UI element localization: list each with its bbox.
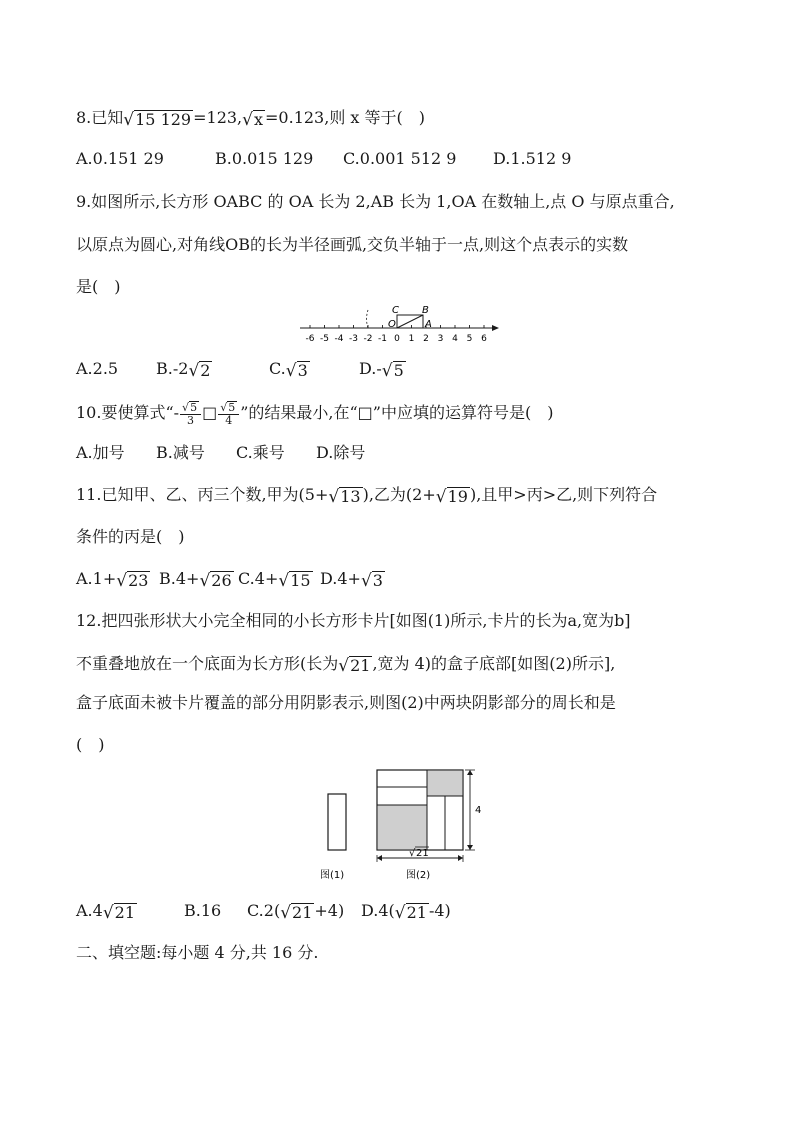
option-text: D.- <box>359 359 382 378</box>
option-text: C.2( <box>247 901 281 920</box>
q10-option-c[interactable]: C.乘号 <box>236 443 285 462</box>
radicand: 23 <box>128 571 149 590</box>
q10-prefix: 10.要使算式“- <box>76 403 180 422</box>
radicand: 15 129 <box>135 110 192 129</box>
option-text: B.-2 <box>156 359 189 378</box>
q9-stem-line2: 以原点为圆心,对角线OB的长为半径画弧,交负半轴于一点,则这个点表示的实数 <box>76 235 629 254</box>
radicand: 21 <box>406 903 427 922</box>
axis-tick-label: -6 <box>305 334 315 344</box>
radicand: 26 <box>211 571 232 590</box>
q8-eq2: =0.123,则 x 等于( ) <box>265 108 425 127</box>
q9-number-line-figure <box>296 300 502 348</box>
diagonal-ob <box>397 315 423 328</box>
radicand: x <box>253 110 264 129</box>
q12-stem-line2 <box>76 653 615 675</box>
width-label: 21 <box>416 848 429 859</box>
q10-stem <box>76 398 553 428</box>
axis-tick-label: 3 <box>437 334 444 344</box>
q8-stem <box>76 107 425 129</box>
caption-figure-1: 图(1) <box>320 870 345 881</box>
radicand: 3 <box>297 361 308 380</box>
axis-tick-label: 6 <box>481 334 487 344</box>
q8-option-b[interactable]: B.0.015 129 <box>215 149 314 168</box>
radicand: 21 <box>292 903 313 922</box>
radicand: 15 <box>290 571 311 590</box>
q11-option-d[interactable] <box>320 568 385 592</box>
denominator: 4 <box>225 414 233 427</box>
option-text: C. <box>269 359 286 378</box>
label-c: C <box>392 305 399 316</box>
q12-text: ,宽为 4)的盒子底部[如图(2)所示], <box>372 654 616 673</box>
arrow-left-icon <box>377 855 382 861</box>
sqrt: √5 <box>381 361 404 381</box>
q11-text: 11.已知甲、乙、丙三个数,甲为(5+ <box>76 485 329 504</box>
radicand: 21 <box>114 903 136 922</box>
sqrt: √15 <box>278 571 311 591</box>
q8-eq1: =123, <box>193 108 243 127</box>
q11-text: ),乙为(2+ <box>362 485 436 504</box>
height-label: 4 <box>475 805 482 816</box>
option-text: +4) <box>314 901 345 920</box>
q11-options <box>76 568 385 592</box>
axis-tick-label: 4 <box>452 334 458 344</box>
option-text: A.1+ <box>76 569 117 588</box>
option-text: D.4( <box>361 901 395 920</box>
q9-stem-line1: 9.如图所示,长方形 OABC 的 OA 长为 2,AB 长为 1,OA 在数轴上,点 O 与原点重合, <box>76 192 675 211</box>
axis-tick-label: 1 <box>408 334 415 344</box>
radicand: 19 <box>447 487 468 506</box>
q11-option-c[interactable] <box>238 568 320 592</box>
q9-option-c[interactable] <box>269 358 359 382</box>
q12-option-a[interactable] <box>76 900 184 924</box>
radicand: 5 <box>190 401 198 414</box>
option-text: A.4 <box>76 901 103 920</box>
sqrt: √2 <box>188 361 211 381</box>
q8-prefix: 8.已知 <box>76 108 124 127</box>
q10-option-a[interactable]: A.加号 <box>76 443 125 462</box>
label-a: A <box>425 319 432 330</box>
radicand: 3 <box>372 571 383 590</box>
q11-option-b[interactable] <box>159 568 238 592</box>
radicand: 5 <box>393 361 404 380</box>
radicand: 21 <box>350 656 371 675</box>
operator-box: □ <box>202 403 218 422</box>
q11-option-a[interactable] <box>76 568 159 592</box>
q12-options <box>76 900 451 924</box>
q12-option-b[interactable]: B.16 <box>184 901 222 920</box>
sqrt-15129: √ 15 129 <box>123 110 192 130</box>
q8-option-d[interactable]: D.1.512 9 <box>493 149 572 168</box>
option-text: D.4+ <box>320 569 361 588</box>
shaded-region-top <box>427 770 463 796</box>
axis-tick-label: -1 <box>378 334 387 344</box>
q12-stem-line1: 12.把四张形状大小完全相同的小长方形卡片[如图(1)所示,卡片的长为a,宽为b] <box>76 611 631 630</box>
q9-stem-line3: 是( ) <box>76 277 121 296</box>
label-b: B <box>422 305 429 316</box>
axis-tick-label: 2 <box>423 334 429 344</box>
shaded-region-bottom <box>377 805 427 850</box>
axis-tick-label: 0 <box>394 334 400 344</box>
q12-option-d[interactable] <box>361 900 451 924</box>
axis-tick-label: -2 <box>363 334 373 344</box>
q12-text: 不重叠地放在一个底面为长方形(长为 <box>76 654 339 673</box>
sqrt: √3 <box>360 571 383 591</box>
arrow-down-icon <box>467 845 473 850</box>
label-o: O <box>388 319 396 330</box>
sqrt: √23 <box>116 571 149 591</box>
q9-option-d[interactable] <box>359 358 406 382</box>
radicand: 2 <box>200 361 211 380</box>
q11-text: ),且甲>丙>乙,则下列符合 <box>469 485 658 504</box>
q11-stem-line2: 条件的丙是( ) <box>76 527 185 546</box>
sqrt: √3 <box>285 361 308 381</box>
axis-tick-label: -5 <box>320 334 329 344</box>
q10-options <box>76 442 365 464</box>
option-text: -4) <box>428 901 451 920</box>
q8-options <box>76 148 571 170</box>
q12-figures <box>320 762 490 887</box>
sqrt: √26 <box>199 571 232 591</box>
q11-stem-line1 <box>76 484 657 506</box>
axis-tick-label: -3 <box>349 334 358 344</box>
q10-suffix: ”的结果最小,在“□”中应填的运算符号是( ) <box>240 403 554 422</box>
q9-option-a[interactable]: A.2.5 <box>76 359 119 378</box>
width-sqrt-sign: √ <box>409 848 416 859</box>
q12-stem-line4: ( ) <box>76 735 105 754</box>
sqrt-13: √ 13 <box>328 487 361 507</box>
sqrt-21: √ 21 <box>338 656 371 676</box>
q9-options <box>76 358 406 382</box>
caption-figure-2: 图(2) <box>406 870 431 881</box>
sqrt-x: √ x <box>242 110 264 130</box>
q10-option-d[interactable]: D.除号 <box>316 443 366 462</box>
fraction-sqrt5-over-3 <box>180 400 201 427</box>
q8-option-c[interactable]: C.0.001 512 9 <box>343 149 457 168</box>
sqrt: √21 <box>280 903 313 923</box>
q9-option-b[interactable] <box>156 358 269 382</box>
denominator: 3 <box>187 414 195 427</box>
q12-option-c[interactable] <box>247 900 361 924</box>
q8-option-a[interactable]: A.0.151 29 <box>76 149 164 168</box>
axis-tick-label: -4 <box>334 334 344 344</box>
axis-arrow-icon <box>492 325 499 331</box>
sqrt: √21 <box>394 903 427 923</box>
radicand: 5 <box>228 401 236 414</box>
section-2-heading: 二、填空题:每小题 4 分,共 16 分. <box>76 943 319 962</box>
q12-stem-line3: 盒子底面未被卡片覆盖的部分用阴影表示,则图(2)中两块阴影部分的周长和是 <box>76 693 616 712</box>
card-rectangle <box>328 794 346 850</box>
arrow-up-icon <box>467 770 473 775</box>
sqrt-19: √ 19 <box>435 487 468 507</box>
q10-option-b[interactable]: B.减号 <box>156 443 205 462</box>
fraction-sqrt5-over-4 <box>218 400 239 427</box>
option-text: C.4+ <box>238 569 279 588</box>
axis-tick-label: 5 <box>466 334 473 344</box>
option-text: B.4+ <box>159 569 200 588</box>
arrow-right-icon <box>458 855 463 861</box>
sqrt: √21 <box>102 903 136 923</box>
sqrt: √ 5 <box>220 401 236 414</box>
sqrt: √ 5 <box>182 401 198 414</box>
radicand: 13 <box>340 487 361 506</box>
